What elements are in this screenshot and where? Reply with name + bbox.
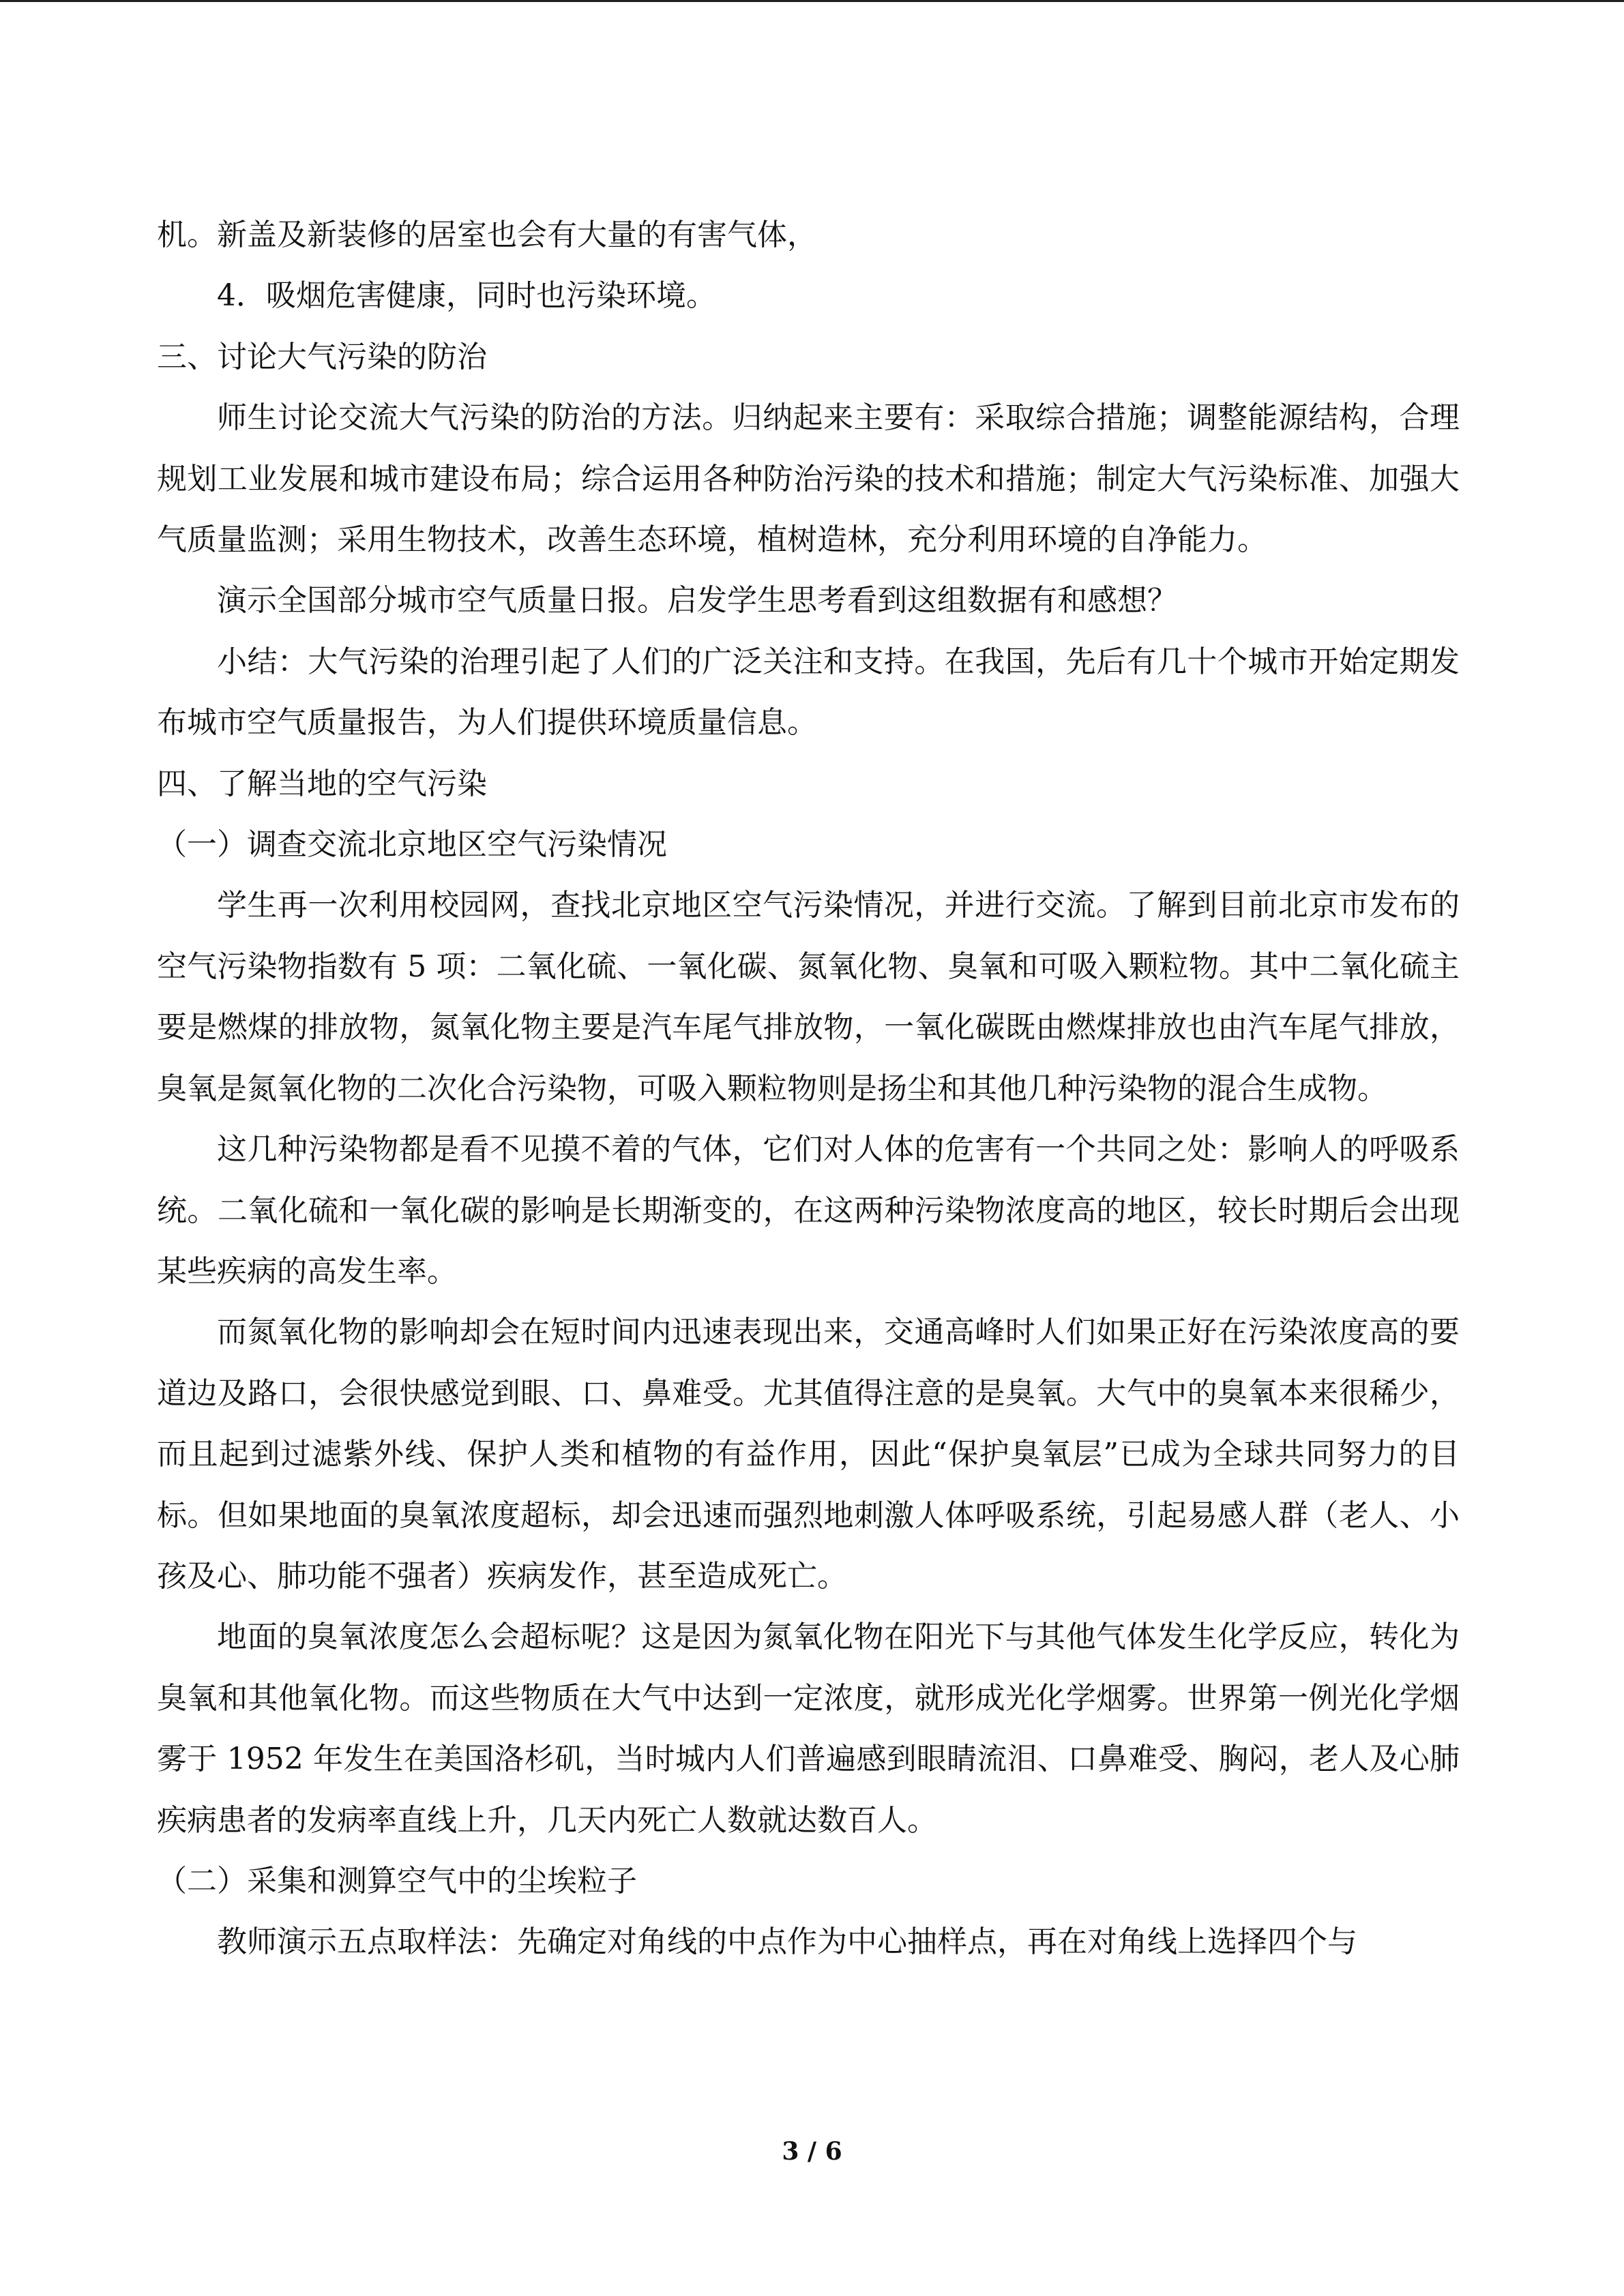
paragraph-nitrogen-oxides-ozone: 而氮氧化物的影响却会在短时间内迅速表现出来，交通高峰时人们如果正好在污染浓度高的要道边及路口，会很快感觉到眼、口、鼻难受。尤其值得注意的是臭氧。大气中的臭氧本来很稀少，而且起到过滤紫外线、保护人类和植物的有益作用，因此“保护臭氧层”已成为全球共同努力的目标。但如果地面的臭氧浓度超标，却会迅速而强烈地刺激人体呼吸系统，引起易感人群（老人、小孩及心、肺功能不强者）疾病发作，甚至造成死亡。 bbox=[157, 1315, 1460, 1594]
paragraph-respiratory-effects: 这几种污染物都是看不见摸不着的气体，它们对人体的危害有一个共同之处：影响人的呼吸系统。二氧化硫和一氧化碳的影响是长期渐变的，在这两种污染物浓度高的地区，较长时期后会出现某些疾病的高发生率。 bbox=[157, 1132, 1460, 1289]
subsection-heading-1: （一）调查交流北京地区空气污染情况 bbox=[157, 827, 667, 863]
paragraph-summary: 小结：大气污染的治理引起了人们的广泛关注和支持。在我国，先后有几十个城市开始定期发布城市空气质量报告，为人们提供环境质量信息。 bbox=[157, 644, 1460, 741]
page-number: 3 / 6 bbox=[782, 2137, 842, 2166]
paragraph-photochemical-smog: 地面的臭氧浓度怎么会超标呢？这是因为氮氧化物在阳光下与其他气体发生化学反应，转化为臭氧和其他氧化物。而这些物质在大气中达到一定浓度，就形成光化学烟雾。世界第一例光化学烟雾于 1952 年发生在美国洛杉矶，当时城内人们普遍感到眼睛流泪、口鼻难受、胸闷，老人及心肺疾病患者的发病率直线上升，几天内死亡人数就达数百人。 bbox=[157, 1620, 1460, 1838]
section-heading-3: 三、讨论大气污染的防治 bbox=[157, 339, 487, 374]
page-top-border bbox=[0, 0, 1624, 2]
section-heading-4: 四、了解当地的空气污染 bbox=[157, 766, 487, 801]
paragraph-five-point-sampling: 教师演示五点取样法：先确定对角线的中点作为中心抽样点，再在对角线上选择四个与 bbox=[217, 1924, 1357, 1960]
paragraph-continuation: 机。新盖及新装修的居室也会有大量的有害气体， bbox=[157, 218, 817, 252]
subsection-heading-2: （二）采集和测算空气中的尘埃粒子 bbox=[157, 1863, 637, 1898]
document-body bbox=[157, 205, 1460, 1973]
paragraph-beijing-pollutants: 学生再一次利用校园网，查找北京地区空气污染情况，并进行交流。了解到目前北京市发布的空气污染物指数有 5 项：二氧化硫、一氧化碳、氮氧化物、臭氧和可吸入颗粒物。其中二氧化硫主要是燃煤的排放物，氮氧化物主要是汽车尾气排放物，一氧化碳既由燃煤排放也由汽车尾气排放，臭氧是氮氧化物的二次化合污染物，可吸入颗粒物则是扬尘和其他几种污染物的混合生成物。 bbox=[157, 888, 1460, 1106]
paragraph-prevention-methods: 师生讨论交流大气污染的防治的方法。归纳起来主要有：采取综合措施；调整能源结构，合理规划工业发展和城市建设布局；综合运用各种防治污染的技术和措施；制定大气污染标准、加强大气质量监测；采用生物技术，改善生态环境，植树造林，充分利用环境的自净能力。 bbox=[157, 400, 1460, 558]
paragraph-air-quality-report: 演示全国部分城市空气质量日报。启发学生思考看到这组数据有和感想？ bbox=[217, 583, 1177, 618]
paragraph-item-4: 4．吸烟危害健康，同时也污染环境。 bbox=[217, 278, 716, 314]
